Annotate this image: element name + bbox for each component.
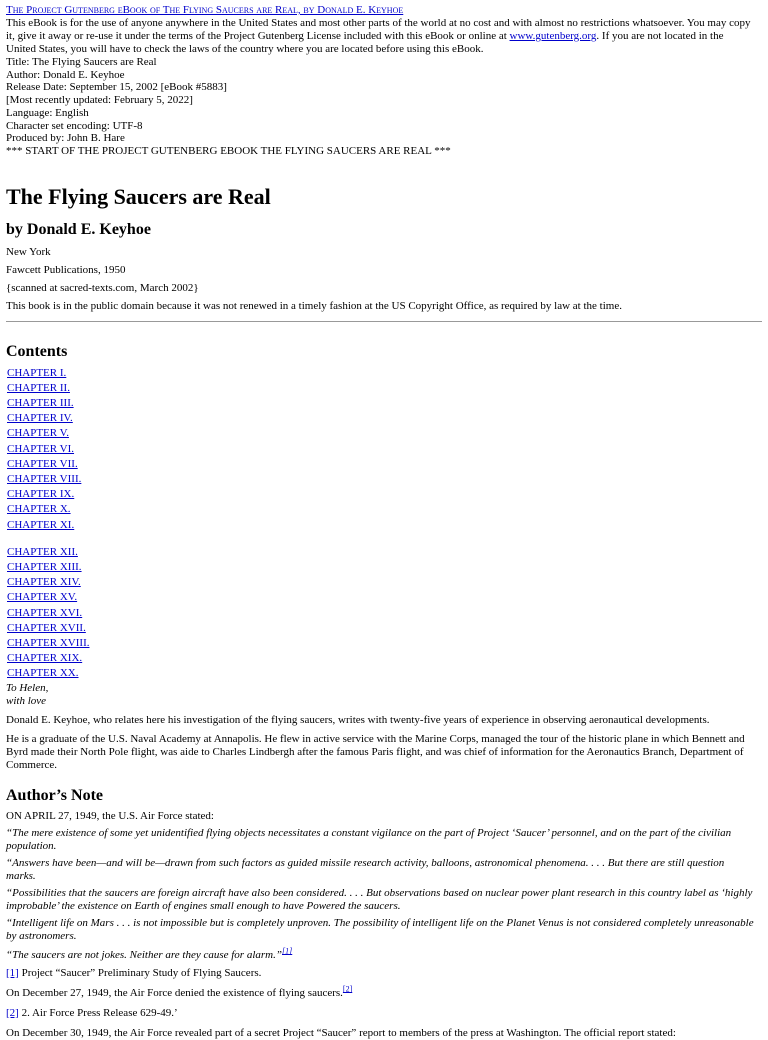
document xyxy=(6,4,756,1040)
footnote-1-backlink[interactable]: [1] xyxy=(6,966,19,979)
toc-chapter-3[interactable]: CHAPTER III. xyxy=(7,397,74,410)
toc-chapter-18[interactable]: CHAPTER XVIII. xyxy=(7,637,90,650)
gutenberg-link[interactable]: www.gutenberg.org xyxy=(509,30,597,42)
ebook-title-link[interactable]: The Project Gutenberg eBook of The Flying Saucers are Real, by Donald E. Keyhoe xyxy=(6,4,404,16)
dedication xyxy=(6,682,756,708)
toc-chapter-7[interactable]: CHAPTER VII. xyxy=(7,457,78,470)
author-note-intro: ON APRIL 27, 1949, the U.S. Air Force stated: xyxy=(6,809,214,822)
toc-chapter-4[interactable]: CHAPTER IV. xyxy=(7,412,73,425)
meta-release-date: Release Date: September 15, 2002 [eBook #5883] xyxy=(6,81,227,94)
denial-paragraph xyxy=(6,984,756,1000)
meta-producer: Produced by: John B. Hare xyxy=(6,132,125,145)
meta-encoding: Character set encoding: UTF-8 xyxy=(6,119,143,132)
toc-chapter-10[interactable]: CHAPTER X. xyxy=(7,503,71,516)
contents-heading: Contents xyxy=(6,342,68,360)
toc-chapter-9[interactable]: CHAPTER IX. xyxy=(7,488,75,501)
toc-chapter-2[interactable]: CHAPTER II. xyxy=(7,381,70,394)
pub-publisher: Fawcett Publications, 1950 xyxy=(6,263,126,276)
toc-chapter-5[interactable]: CHAPTER V. xyxy=(7,427,69,440)
footnote-2-text: 2. Air Force Press Release 629-49.’ xyxy=(18,1006,178,1019)
quote-5-text: “The saucers are not jokes. Neither are they cause for alarm.” xyxy=(6,948,282,961)
footnote-2-ref[interactable]: [2] xyxy=(342,984,353,994)
about-author-1: Donald E. Keyhoe, who relates here his investigation of the flying saucers, writes with twenty-five years of experience in observing aeronautical developments. xyxy=(6,713,710,726)
public-domain-note: This book is in the public domain because it was not renewed in a timely fashion at the US Copyright Office, as required by law at the time. xyxy=(6,299,622,312)
book-byline: by Donald E. Keyhoe xyxy=(6,220,151,238)
footnote-2 xyxy=(6,1007,756,1020)
toc-chapter-19[interactable]: CHAPTER XIX. xyxy=(7,652,83,665)
publication-info xyxy=(6,246,756,313)
dedication-line-2: with love xyxy=(6,694,47,707)
report-paragraph: On December 30, 1949, the Air Force revealed part of a secret Project “Saucer” report to members of the press at Washington. The official report stated: xyxy=(6,1026,676,1039)
license-text-start: This eBook is for the use of anyone anywhere in the United States and most other parts of the world at no cost and with almost no restrictions whatsoever. You may copy it, give it away or re-use it under the terms of the Project Gutenberg License included with this eBook or online at xyxy=(6,17,751,42)
pub-scan-note: {scanned at sacred-texts.com, March 2002} xyxy=(6,281,199,294)
toc-chapter-12[interactable]: CHAPTER XII. xyxy=(7,545,78,558)
meta-language: Language: English xyxy=(6,106,89,119)
quote-5 xyxy=(6,946,756,962)
quote-2: “Answers have been—and will be—drawn from such factors as guided missile research activity, balloons, astronomical phenomena. . . . But there are still question marks. xyxy=(6,856,725,882)
footnote-2-backlink[interactable]: [2] xyxy=(6,1006,19,1019)
toc-chapter-13[interactable]: CHAPTER XIII. xyxy=(7,561,82,574)
license-text-end: . If you are not located in the United States, you will have to check the laws of the country where you are located before using this eBook. xyxy=(6,30,724,55)
toc-chapter-11[interactable]: CHAPTER XI. xyxy=(7,518,75,531)
toc-chapter-6[interactable]: CHAPTER VI. xyxy=(7,442,75,455)
footnote-1 xyxy=(6,967,756,980)
footnote-1-ref[interactable]: [1] xyxy=(282,946,293,956)
toc-chapter-17[interactable]: CHAPTER XVII. xyxy=(7,621,86,634)
meta-title: Title: The Flying Saucers are Real xyxy=(6,56,157,68)
author-note-heading: Author’s Note xyxy=(6,786,104,804)
meta-author: Author: Donald E. Keyhoe xyxy=(6,68,125,81)
ebook-metadata xyxy=(6,56,756,158)
footnote-1-text: Project “Saucer” Preliminary Study of Flying Saucers. xyxy=(18,966,262,979)
license-paragraph xyxy=(6,17,756,56)
toc-chapter-1[interactable]: CHAPTER I. xyxy=(7,366,67,379)
quote-1: “The mere existence of some yet unidentified flying objects necessitates a constant vigilance on the part of Project ‘Saucer’ personnel, and on the part of the civilian population. xyxy=(6,826,732,852)
pub-place: New York xyxy=(6,245,51,258)
toc-spacer xyxy=(7,533,756,545)
toc-chapter-8[interactable]: CHAPTER VIII. xyxy=(7,473,82,486)
quote-3: “Possibilities that the saucers are foreign aircraft have also been considered. . . . But observations based on nuclear power plant research in this country label as ‘highly improbable’ the existence on Earth of engines small enough to have Powered the saucers. xyxy=(6,886,753,912)
book-title: The Flying Saucers are Real xyxy=(6,183,271,209)
meta-updated: [Most recently updated: February 5, 2022] xyxy=(6,94,193,107)
about-author-2: He is a graduate of the U.S. Naval Academy at Annapolis. He flew in active service with the Marine Corps, managed the tour of the historic plane in which Bennett and Byrd made their North Pole flight, was aide to Charles Lindbergh after the famous Paris flight, and was chief of information for the Aeronautics Branch, Department of Commerce. xyxy=(6,732,745,771)
denial-text: On December 27, 1949, the Air Force denied the existence of flying saucers. xyxy=(6,986,343,999)
meta-start-marker: *** START OF THE PROJECT GUTENBERG EBOOK THE FLYING SAUCERS ARE REAL *** xyxy=(6,144,451,157)
dedication-line-1: To Helen, xyxy=(6,681,49,694)
quote-4: “Intelligent life on Mars . . . is not impossible but is completely unproven. The possibility of intelligent life on the Planet Venus is not considered completely unreasonable by astronomers. xyxy=(6,916,754,942)
toc-chapter-16[interactable]: CHAPTER XVI. xyxy=(7,606,83,619)
toc-chapter-14[interactable]: CHAPTER XIV. xyxy=(7,576,81,589)
table-of-contents xyxy=(7,366,756,682)
toc-chapter-20[interactable]: CHAPTER XX. xyxy=(7,667,79,680)
toc-chapter-15[interactable]: CHAPTER XV. xyxy=(7,591,78,604)
divider xyxy=(6,321,762,322)
